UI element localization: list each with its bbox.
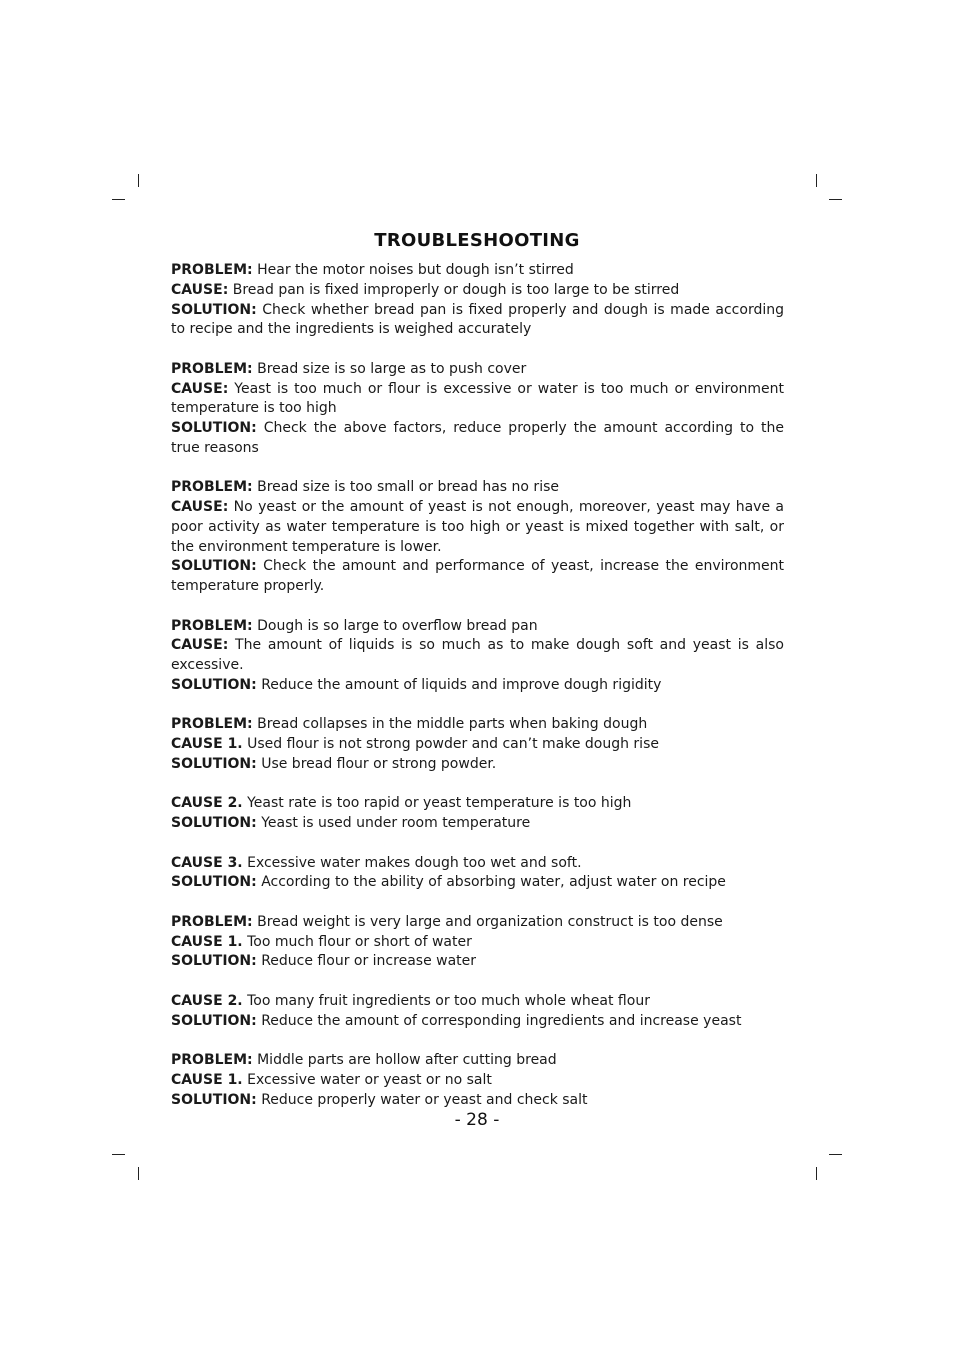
- troubleshooting-entry: [171, 617, 784, 696]
- crop-mark-bottom-left-vertical: [138, 1167, 139, 1180]
- entry-text: Yeast rate is too rapid or yeast temperature is too high: [247, 795, 632, 812]
- entry-text: Check the amount and performance of yeast, increase the environment temperature properly.: [171, 558, 784, 594]
- entry-label: CAUSE:: [171, 499, 229, 515]
- entry-text: Used flour is not strong powder and can’t make dough rise: [247, 736, 659, 752]
- entry-line: [171, 952, 784, 972]
- entry-line: [171, 1051, 784, 1071]
- entry-label: SOLUTION:: [171, 815, 257, 831]
- entry-text: Bread pan is fixed improperly or dough is too large to be stirred: [232, 281, 680, 298]
- entry-label: SOLUTION:: [171, 676, 257, 693]
- entry-label: SOLUTION:: [171, 953, 257, 970]
- entry-text: No yeast or the amount of yeast is not enough, moreover, yeast may have a poor activity as water temperature is too high or yeast is mixed together with salt, or the environment temperature is lower.: [171, 499, 785, 555]
- entry-text: Check the above factors, reduce properly the amount according to the true reasons: [171, 420, 784, 456]
- entry-text: Yeast is too much or flour is excessive or water is too much or environment temperature is too high: [171, 380, 784, 417]
- troubleshooting-entry: [171, 913, 784, 972]
- entry-label: CAUSE 1.: [171, 933, 243, 950]
- troubleshooting-entry: [171, 360, 784, 459]
- entry-text: Too much flour or short of water: [247, 933, 472, 950]
- entry-label: SOLUTION:: [171, 301, 257, 318]
- entry-line: [171, 360, 784, 380]
- entry-line: [171, 715, 784, 735]
- entry-line: [171, 557, 784, 597]
- entry-line: [171, 1091, 784, 1111]
- entry-line: [171, 380, 784, 420]
- entry-line: [171, 1071, 784, 1091]
- troubleshooting-entry: [171, 261, 784, 340]
- entry-text: Reduce the amount of corresponding ingredients and increase yeast: [261, 1012, 742, 1029]
- entry-label: PROBLEM:: [171, 913, 253, 930]
- entry-label: SOLUTION:: [171, 1012, 257, 1029]
- entry-text: According to the ability of absorbing water, adjust water on recipe: [261, 874, 726, 891]
- entry-text: Bread collapses in the middle parts when baking dough: [257, 716, 648, 733]
- crop-mark-bottom-right-vertical: [816, 1167, 817, 1180]
- entry-line: [171, 261, 784, 281]
- crop-mark-top-right-horizontal: [829, 199, 842, 200]
- page-number: - 28 -: [454, 1110, 500, 1130]
- entry-text: Reduce flour or increase water: [261, 953, 477, 970]
- entry-label: SOLUTION:: [171, 558, 257, 575]
- entry-label: CAUSE 1.: [171, 1071, 243, 1088]
- entry-line: [171, 419, 784, 459]
- entry-line: [171, 1012, 784, 1032]
- entry-line: [171, 794, 784, 814]
- entry-text: Reduce the amount of liquids and improve dough rigidity: [261, 676, 662, 693]
- entry-line: [171, 281, 784, 301]
- entry-label: CAUSE:: [171, 637, 229, 654]
- entry-text: Bread weight is very large and organization construct is too dense: [257, 913, 723, 930]
- crop-mark-bottom-right-horizontal: [829, 1154, 842, 1155]
- entry-label: PROBLEM:: [171, 617, 253, 634]
- page-title: TROUBLESHOOTING: [374, 230, 580, 251]
- entry-text: Dough is so large to overflow bread pan: [257, 617, 538, 634]
- entry-label: CAUSE 2.: [171, 795, 243, 812]
- crop-mark-top-right-vertical: [816, 174, 817, 187]
- entry-line: [171, 676, 784, 696]
- entry-text: Yeast is used under room temperature: [261, 815, 531, 831]
- entry-line: [171, 913, 784, 933]
- entry-label: SOLUTION:: [171, 1091, 257, 1108]
- troubleshooting-entry: [171, 715, 784, 774]
- entry-text: Hear the motor noises but dough isn’t stirred: [257, 262, 574, 278]
- entry-label: SOLUTION:: [171, 420, 257, 436]
- entry-line: [171, 636, 784, 676]
- troubleshooting-entry: [171, 478, 784, 597]
- entry-label: PROBLEM:: [171, 479, 253, 496]
- entry-line: [171, 933, 784, 953]
- entry-label: CAUSE 2.: [171, 992, 243, 1009]
- troubleshooting-entry: [171, 1051, 784, 1110]
- entry-text: Too many fruit ingredients or too much whole wheat flour: [247, 992, 650, 1009]
- entry-text: Check whether bread pan is fixed properly and dough is made according to recipe and the ingredients is weighed accurately: [171, 301, 784, 338]
- troubleshooting-list: [171, 261, 784, 1130]
- troubleshooting-entry: [171, 854, 784, 894]
- entry-label: PROBLEM:: [171, 716, 253, 733]
- entry-line: [171, 498, 784, 557]
- entry-line: [171, 992, 784, 1012]
- troubleshooting-entry: [171, 794, 784, 834]
- entry-line: [171, 873, 784, 893]
- entry-line: [171, 478, 784, 498]
- entry-text: Reduce properly water or yeast and check salt: [261, 1091, 588, 1108]
- entry-label: PROBLEM:: [171, 1052, 253, 1068]
- crop-mark-bottom-left-horizontal: [112, 1154, 125, 1155]
- entry-text: Middle parts are hollow after cutting bread: [257, 1052, 557, 1068]
- entry-line: [171, 617, 784, 637]
- entry-text: Excessive water makes dough too wet and soft.: [247, 854, 582, 871]
- entry-line: [171, 301, 784, 341]
- entry-text: Bread size is too small or bread has no rise: [257, 479, 559, 496]
- entry-label: SOLUTION:: [171, 874, 257, 891]
- crop-mark-top-left-horizontal: [112, 199, 125, 200]
- entry-text: Bread size is so large as to push cover: [257, 360, 527, 377]
- entry-label: CAUSE:: [171, 281, 229, 298]
- entry-line: [171, 735, 784, 755]
- entry-text: The amount of liquids is so much as to make dough soft and yeast is also excessive.: [171, 637, 784, 673]
- crop-mark-top-left-vertical: [138, 174, 139, 187]
- entry-label: SOLUTION:: [171, 755, 257, 772]
- entry-line: [171, 854, 784, 874]
- entry-label: CAUSE 1.: [171, 736, 243, 752]
- entry-label: CAUSE:: [171, 380, 229, 397]
- troubleshooting-entry: [171, 992, 784, 1032]
- entry-label: PROBLEM:: [171, 360, 253, 377]
- entry-line: [171, 755, 784, 775]
- entry-text: Use bread flour or strong powder.: [261, 755, 497, 772]
- entry-line: [171, 814, 784, 834]
- entry-label: CAUSE 3.: [171, 854, 243, 871]
- entry-label: PROBLEM:: [171, 262, 253, 278]
- entry-text: Excessive water or yeast or no salt: [247, 1071, 492, 1088]
